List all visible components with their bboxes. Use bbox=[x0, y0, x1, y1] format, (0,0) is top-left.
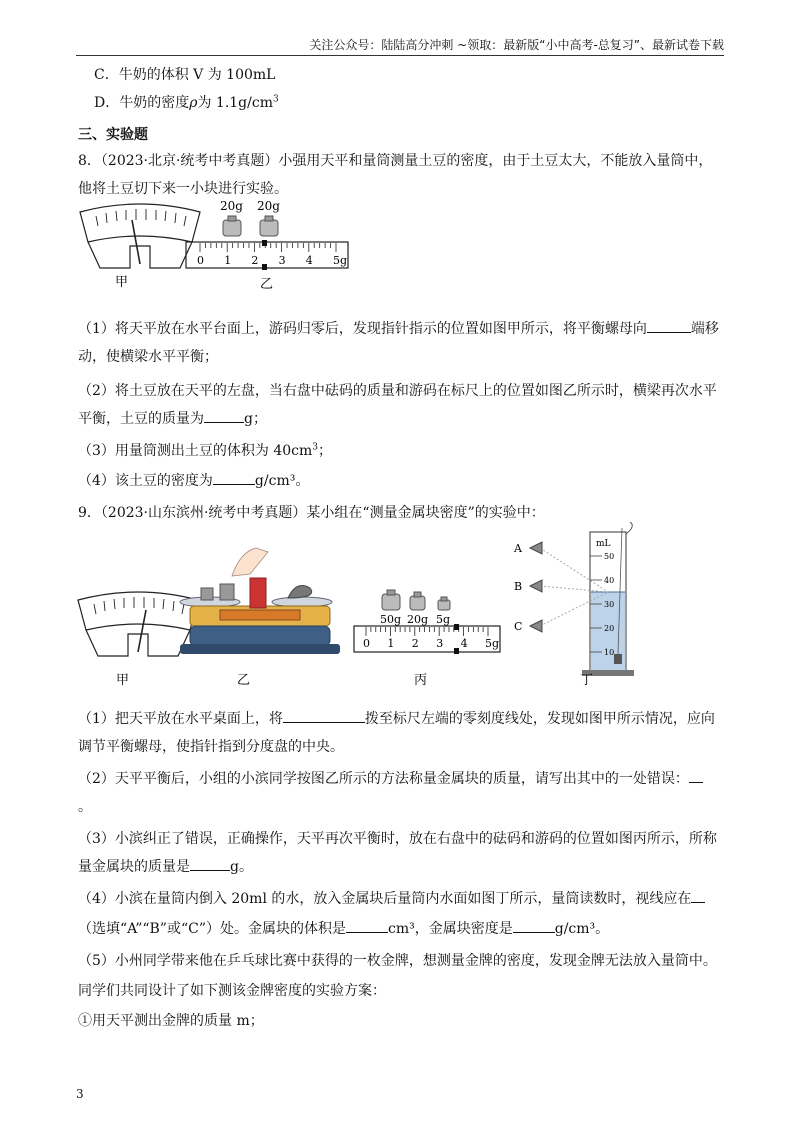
q9-eye-b bbox=[530, 580, 542, 592]
q9-figure bbox=[70, 522, 710, 694]
q9-blank-5[interactable] bbox=[346, 920, 388, 933]
q9-weight-20g bbox=[410, 592, 425, 610]
q9-cyl-tick-label: 20 bbox=[604, 624, 615, 633]
q9-part2: （2）天平平衡后，小组的小滨同学按图乙所示的方法称量金属块的质量，请写出其中的一处错误： bbox=[78, 768, 703, 788]
q9-weight-label-20g: 20g bbox=[407, 613, 429, 626]
q8-weight-label-1: 20g bbox=[220, 199, 243, 213]
q8-part2-cont: 平衡，土豆的质量为 g； bbox=[78, 411, 267, 427]
q8-rider-top bbox=[262, 240, 267, 246]
q9-cyl-tick-label: 10 bbox=[604, 648, 615, 657]
q9-part3-cont: 量金属块的质量是 g。 bbox=[78, 859, 253, 875]
q8-part1: （1）将天平放在水平台面上，游码归零后，发现指针指示的位置如图甲所示，将平衡螺母向 端移 bbox=[78, 321, 719, 337]
q9-scale-tick-label: 4 bbox=[460, 637, 468, 650]
q9-blank-6[interactable] bbox=[513, 920, 555, 933]
q9-caption-yi: 乙 bbox=[237, 673, 251, 688]
q9-scale-tick-label: 5g bbox=[485, 637, 500, 650]
q8-figure bbox=[70, 196, 360, 292]
q8-scale-tick-label: 3 bbox=[278, 254, 286, 267]
q8-scale-tick-label: 0 bbox=[197, 254, 204, 267]
q8-blank-3[interactable] bbox=[213, 472, 255, 485]
option-c: C．牛奶的体积 V 为 100mL bbox=[94, 67, 276, 83]
q9-eye-label-b: B bbox=[514, 580, 523, 593]
q9-weight-50g bbox=[382, 590, 400, 610]
q9-cyl-unit: mL bbox=[596, 539, 611, 549]
q8-part3: （3）用量筒测出土豆的体积为 $40cm^3$； bbox=[78, 442, 333, 459]
page-number: 3 bbox=[76, 1087, 84, 1101]
header-divider bbox=[76, 55, 724, 56]
q9-balance-yi bbox=[180, 548, 340, 654]
q9-scale-tick-label: 0 bbox=[363, 637, 370, 650]
q8-scale-tick-label: 4 bbox=[305, 254, 313, 267]
q9-part3: （3）小滨纠正了错误，正确操作，天平再次平衡时，放在右盘中的砝码和游码的位置如图丙所示，所称 bbox=[78, 831, 717, 847]
q9-eye-label-a: A bbox=[514, 542, 522, 555]
q9-scale-tick-label: 1 bbox=[387, 637, 395, 650]
q8-weight-2 bbox=[260, 216, 278, 236]
q9-blank-4[interactable] bbox=[691, 890, 705, 903]
q9-cyl-tick-label: 50 bbox=[604, 552, 615, 561]
q9-blank-1[interactable] bbox=[283, 710, 365, 723]
section-title: 三、实验题 bbox=[78, 127, 148, 143]
q9-stem: 9．（2023·山东滨州·统考中考真题）某小组在“测量金属块密度”的实验中： bbox=[78, 505, 545, 521]
q9-part1-cont: 调节平衡螺母，使指针指到分度盘的中央。 bbox=[78, 739, 344, 755]
q9-rider-top bbox=[454, 624, 459, 630]
q9-part4: （4）小滨在量筒内倒入 20ml 的水，放入金属块后量筒内水面如图丁所示，量筒读数时，视线应在 bbox=[78, 888, 705, 908]
q8-stem-line2: 他将土豆切下来一小块进行实验。 bbox=[78, 181, 288, 197]
q9-caption-ding: 丁 bbox=[580, 673, 594, 688]
q9-rider-bottom bbox=[454, 648, 459, 654]
option-d: D．牛奶的密度ρ为 $1.1g/cm^3$ bbox=[94, 94, 279, 111]
q9-part5: （5）小州同学带来他在乒乓球比赛中获得的一枚金牌，想测量金牌的密度，发现金牌无法放入量筒中。 bbox=[78, 953, 717, 969]
q9-weight-label-5g: 5g bbox=[436, 613, 451, 626]
q8-weight-label-2: 20g bbox=[257, 199, 280, 213]
q9-blank-2[interactable] bbox=[689, 770, 703, 783]
q8-scale-tick-label: 5g bbox=[333, 254, 348, 267]
q8-caption-jia: 甲 bbox=[115, 275, 129, 290]
q8-part1-cont: 动，使横梁水平平衡； bbox=[78, 349, 218, 365]
rho-symbol: ρ bbox=[189, 95, 198, 111]
q9-caption-jia: 甲 bbox=[116, 673, 130, 688]
q9-weight-5g bbox=[438, 597, 450, 610]
q9-eye-label-c: C bbox=[514, 620, 523, 633]
q9-blank-3[interactable] bbox=[190, 858, 230, 871]
q8-rider-bottom bbox=[262, 264, 267, 270]
q9-part2-end: 。 bbox=[78, 799, 92, 815]
q9-caption-bing: 丙 bbox=[414, 673, 428, 688]
q8-caption-yi: 乙 bbox=[260, 277, 274, 292]
q9-scale-tick-label: 3 bbox=[436, 637, 444, 650]
q9-part1: （1）把天平放在水平桌面上，将 拨至标尺左端的零刻度线处，发现如图甲所示情况，应向 bbox=[78, 711, 715, 727]
q9-eye-a bbox=[530, 542, 542, 554]
q8-scale-tick-label: 2 bbox=[251, 254, 259, 267]
q9-part5-step1: ①用天平测出金牌的质量 m； bbox=[78, 1013, 264, 1029]
q9-weight-label-50g: 50g bbox=[380, 613, 402, 626]
q8-stem-line1: 8．（2023·北京·统考中考真题）小强用天平和量筒测量土豆的密度，由于土豆太大，不能放入量筒中， bbox=[78, 153, 713, 169]
page-header: 关注公众号：陆陆高分冲刺 ~领取：最新版“小中高考-总复习”、最新试卷下载 bbox=[309, 38, 724, 52]
q9-scale-tick-label: 2 bbox=[411, 637, 419, 650]
q9-cyl-tick-label: 30 bbox=[604, 600, 615, 609]
q8-blank-1[interactable] bbox=[647, 320, 691, 333]
q8-blank-2[interactable] bbox=[204, 410, 244, 423]
q9-part5-cont: 同学们共同设计了如下测该金牌密度的实验方案： bbox=[78, 983, 386, 999]
q8-weight-1 bbox=[223, 216, 241, 236]
q9-part4-cont: （选填“A”“B”或“C”）处。金属块的体积是 cm³，金属块密度是 g/cm³。 bbox=[78, 921, 610, 937]
q8-part2: （2）将土豆放在天平的左盘，当右盘中砝码的质量和游码在标尺上的位置如图乙所示时，横梁再次水平 bbox=[78, 383, 717, 399]
q9-cyl-tick-label: 40 bbox=[604, 576, 615, 585]
q8-dial-jia bbox=[80, 204, 200, 268]
q8-part4: （4）该土豆的密度为 g/cm³。 bbox=[78, 473, 310, 489]
q8-scale-tick-label: 1 bbox=[224, 254, 232, 267]
q9-eye-c bbox=[530, 620, 542, 632]
